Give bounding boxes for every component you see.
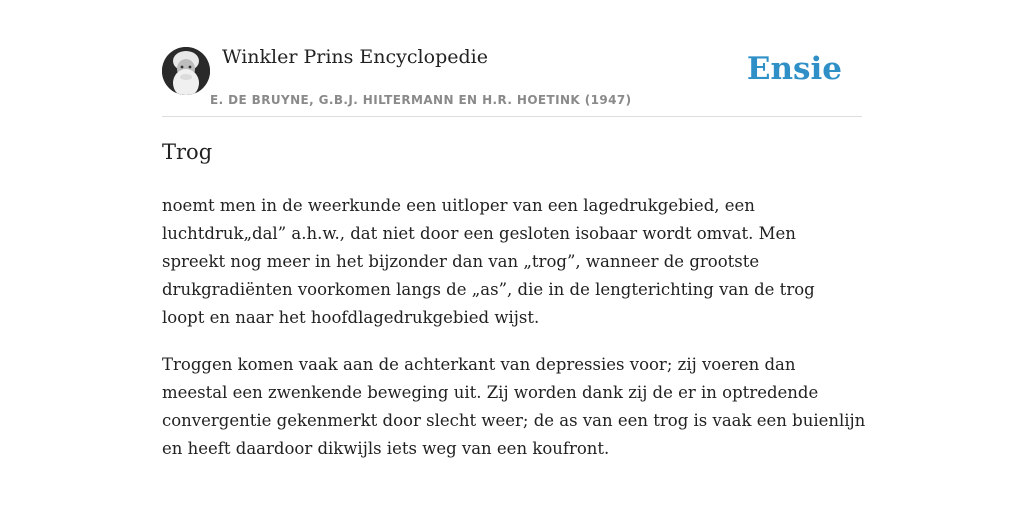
entry-paragraph xyxy=(162,192,862,332)
paragraph-line: noemt men in de weerkunde een uitloper van een lagedrukgebied, een xyxy=(162,196,755,215)
ensie-logo-link[interactable]: Ensie xyxy=(746,51,842,87)
author-portrait-icon[interactable] xyxy=(162,47,210,95)
paragraph-line: en heeft daardoor dikwijls iets weg van een koufront. xyxy=(162,439,610,458)
paragraph-line: Troggen komen vaak aan de achterkant van depressies voor; zij voeren dan xyxy=(162,355,796,374)
book-authors: E. DE BRUYNE, G.B.J. HILTERMANN EN H.R. HOETINK (1947) xyxy=(210,93,632,107)
paragraph-line: spreekt nog meer in het bijzonder dan van „trog”, wanneer de grootste xyxy=(162,252,760,271)
paragraph-line: meestal een zwenkende beweging uit. Zij worden dank zij de er in optredende xyxy=(162,383,819,402)
paragraph-line: loopt en naar het hoofdlagedrukgebied wijst. xyxy=(162,308,540,327)
paragraph-line: drukgradiënten voorkomen langs de „as”, die in de lengterichting van de trog xyxy=(162,280,815,299)
entry-title: Trog xyxy=(162,140,213,164)
book-title[interactable]: Winkler Prins Encyclopedie xyxy=(222,46,488,68)
paragraph-line: convergentie gekenmerkt door slecht weer; de as van een trog is vaak een buienlijn xyxy=(162,411,866,430)
header xyxy=(162,42,862,117)
entry-paragraph xyxy=(162,351,866,463)
paragraph-line: luchtdruk„dal” a.h.w., dat niet door een gesloten isobaar wordt omvat. Men xyxy=(162,224,796,243)
